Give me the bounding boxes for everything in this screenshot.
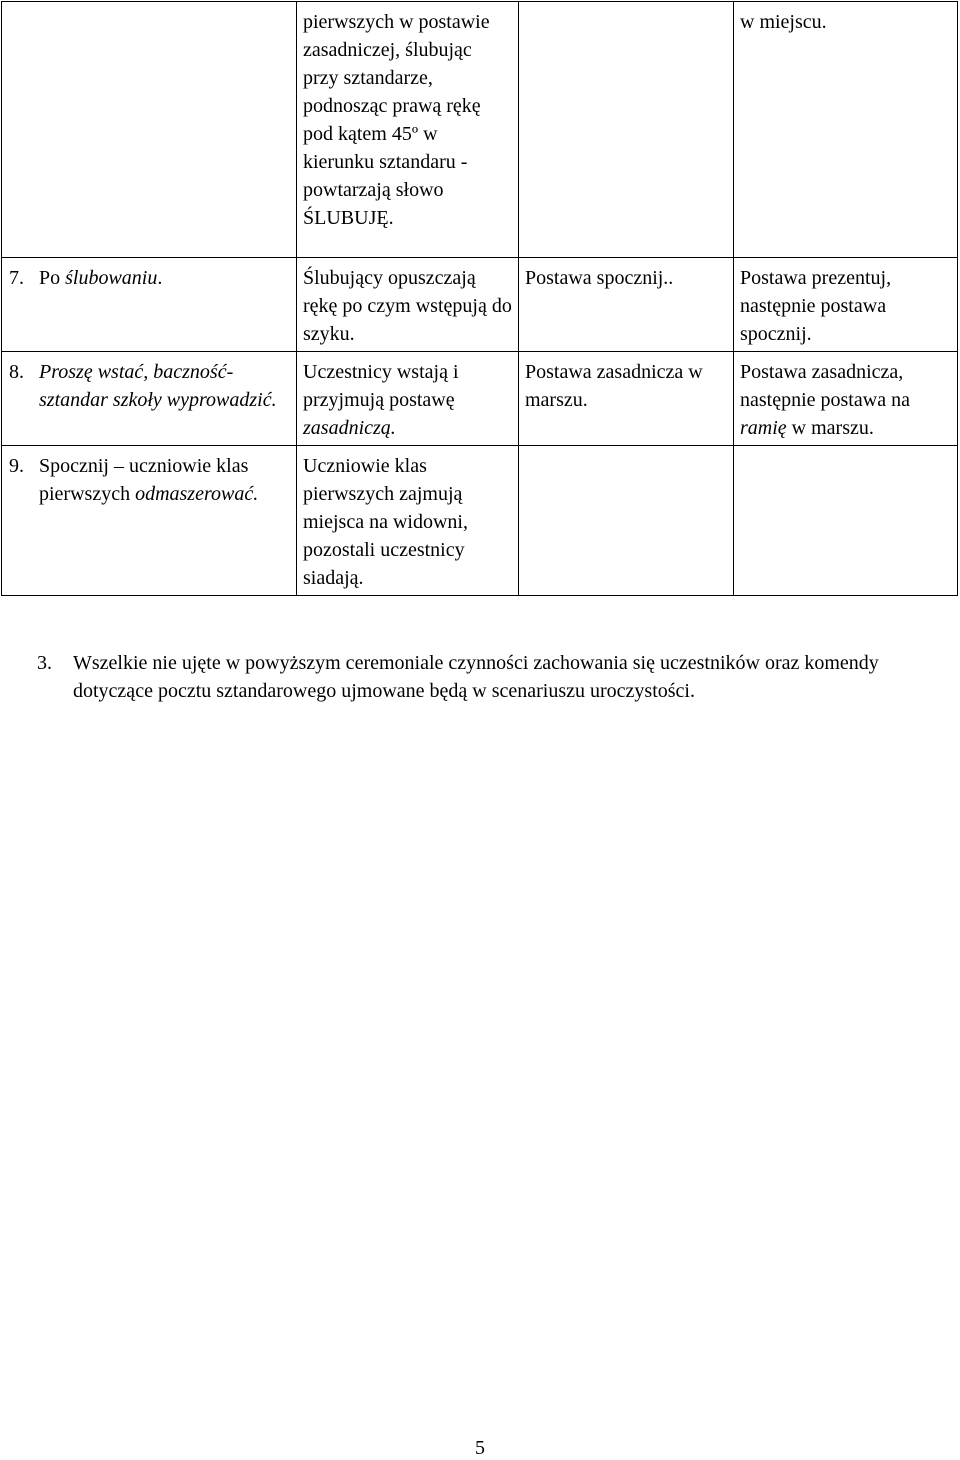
note-number: 3. [37,652,52,674]
command-text [39,452,290,508]
note-text: Wszelkie nie ujęte w powyższym ceremoniale czynności zachowania się uczestników oraz komendy dotyczące pocztu sztandarowego ujmowane będą w scenariuszu uroczystości. [73,652,879,702]
standard-cell [734,352,958,446]
table-row [2,352,958,446]
row-number: 8. [9,361,24,383]
row-number: 9. [9,455,24,477]
command-plain: Spocznij – uczniowie klas pierwszych [39,455,249,505]
escort-cell [519,2,734,258]
page-number: 5 [475,1437,485,1459]
participants-cell [297,352,519,446]
command-text: Proszę wstać, baczność-sztandar szkoły wyprowadzić. [39,361,277,411]
participants-text: Uczniowie klas pierwszych zajmują miejsca na widowni, pozostali uczestnicy siadają. [303,455,468,589]
escort-text: Postawa spocznij.. [525,267,674,289]
command-cell [2,446,297,596]
standard-text: Postawa prezentuj, następnie postawa spocznij. [740,267,892,345]
closing-note [37,649,960,705]
participants-cell [297,258,519,352]
standard-cell [734,258,958,352]
standard-suffix: w marszu. [786,417,874,439]
row-number: 7. [9,267,24,289]
command-cell [2,258,297,352]
participants-italic: zasadniczą. [303,417,396,439]
participants-cell [297,446,519,596]
command-text [39,264,290,292]
command-cell [2,352,297,446]
escort-text: Postawa zasadnicza w marszu. [525,361,703,411]
standard-cell [734,2,958,258]
command-suffix: . [157,267,163,289]
standard-text: Postawa zasadnicza, następnie postawa na [740,361,910,411]
standard-cell [734,446,958,596]
command-italic: ślubowaniu [65,267,158,289]
ceremony-table [1,1,958,596]
participants-text: Ślubujący opuszczają rękę po czym wstępują do szyku. [303,267,512,345]
command-prefix: Po [39,267,66,289]
standard-italic: ramię [740,417,787,439]
table-row [2,258,958,352]
escort-cell [519,352,734,446]
participants-text: Uczestnicy wstają i przyjmują postawę [303,361,459,411]
table-row [2,446,958,596]
participants-text: pierwszych w postawie zasadniczej, ślubując przy sztandarze, podnosząc prawą rękę pod kątem 45º w kierunku sztandaru - powtarzają słowo ŚLUBUJĘ. [303,11,490,229]
command-cell [2,2,297,258]
escort-cell [519,258,734,352]
escort-cell [519,446,734,596]
standard-text: w miejscu. [740,11,827,33]
command-italic: odmaszerować. [135,483,259,505]
participants-cell [297,2,519,258]
table-row [2,2,958,258]
